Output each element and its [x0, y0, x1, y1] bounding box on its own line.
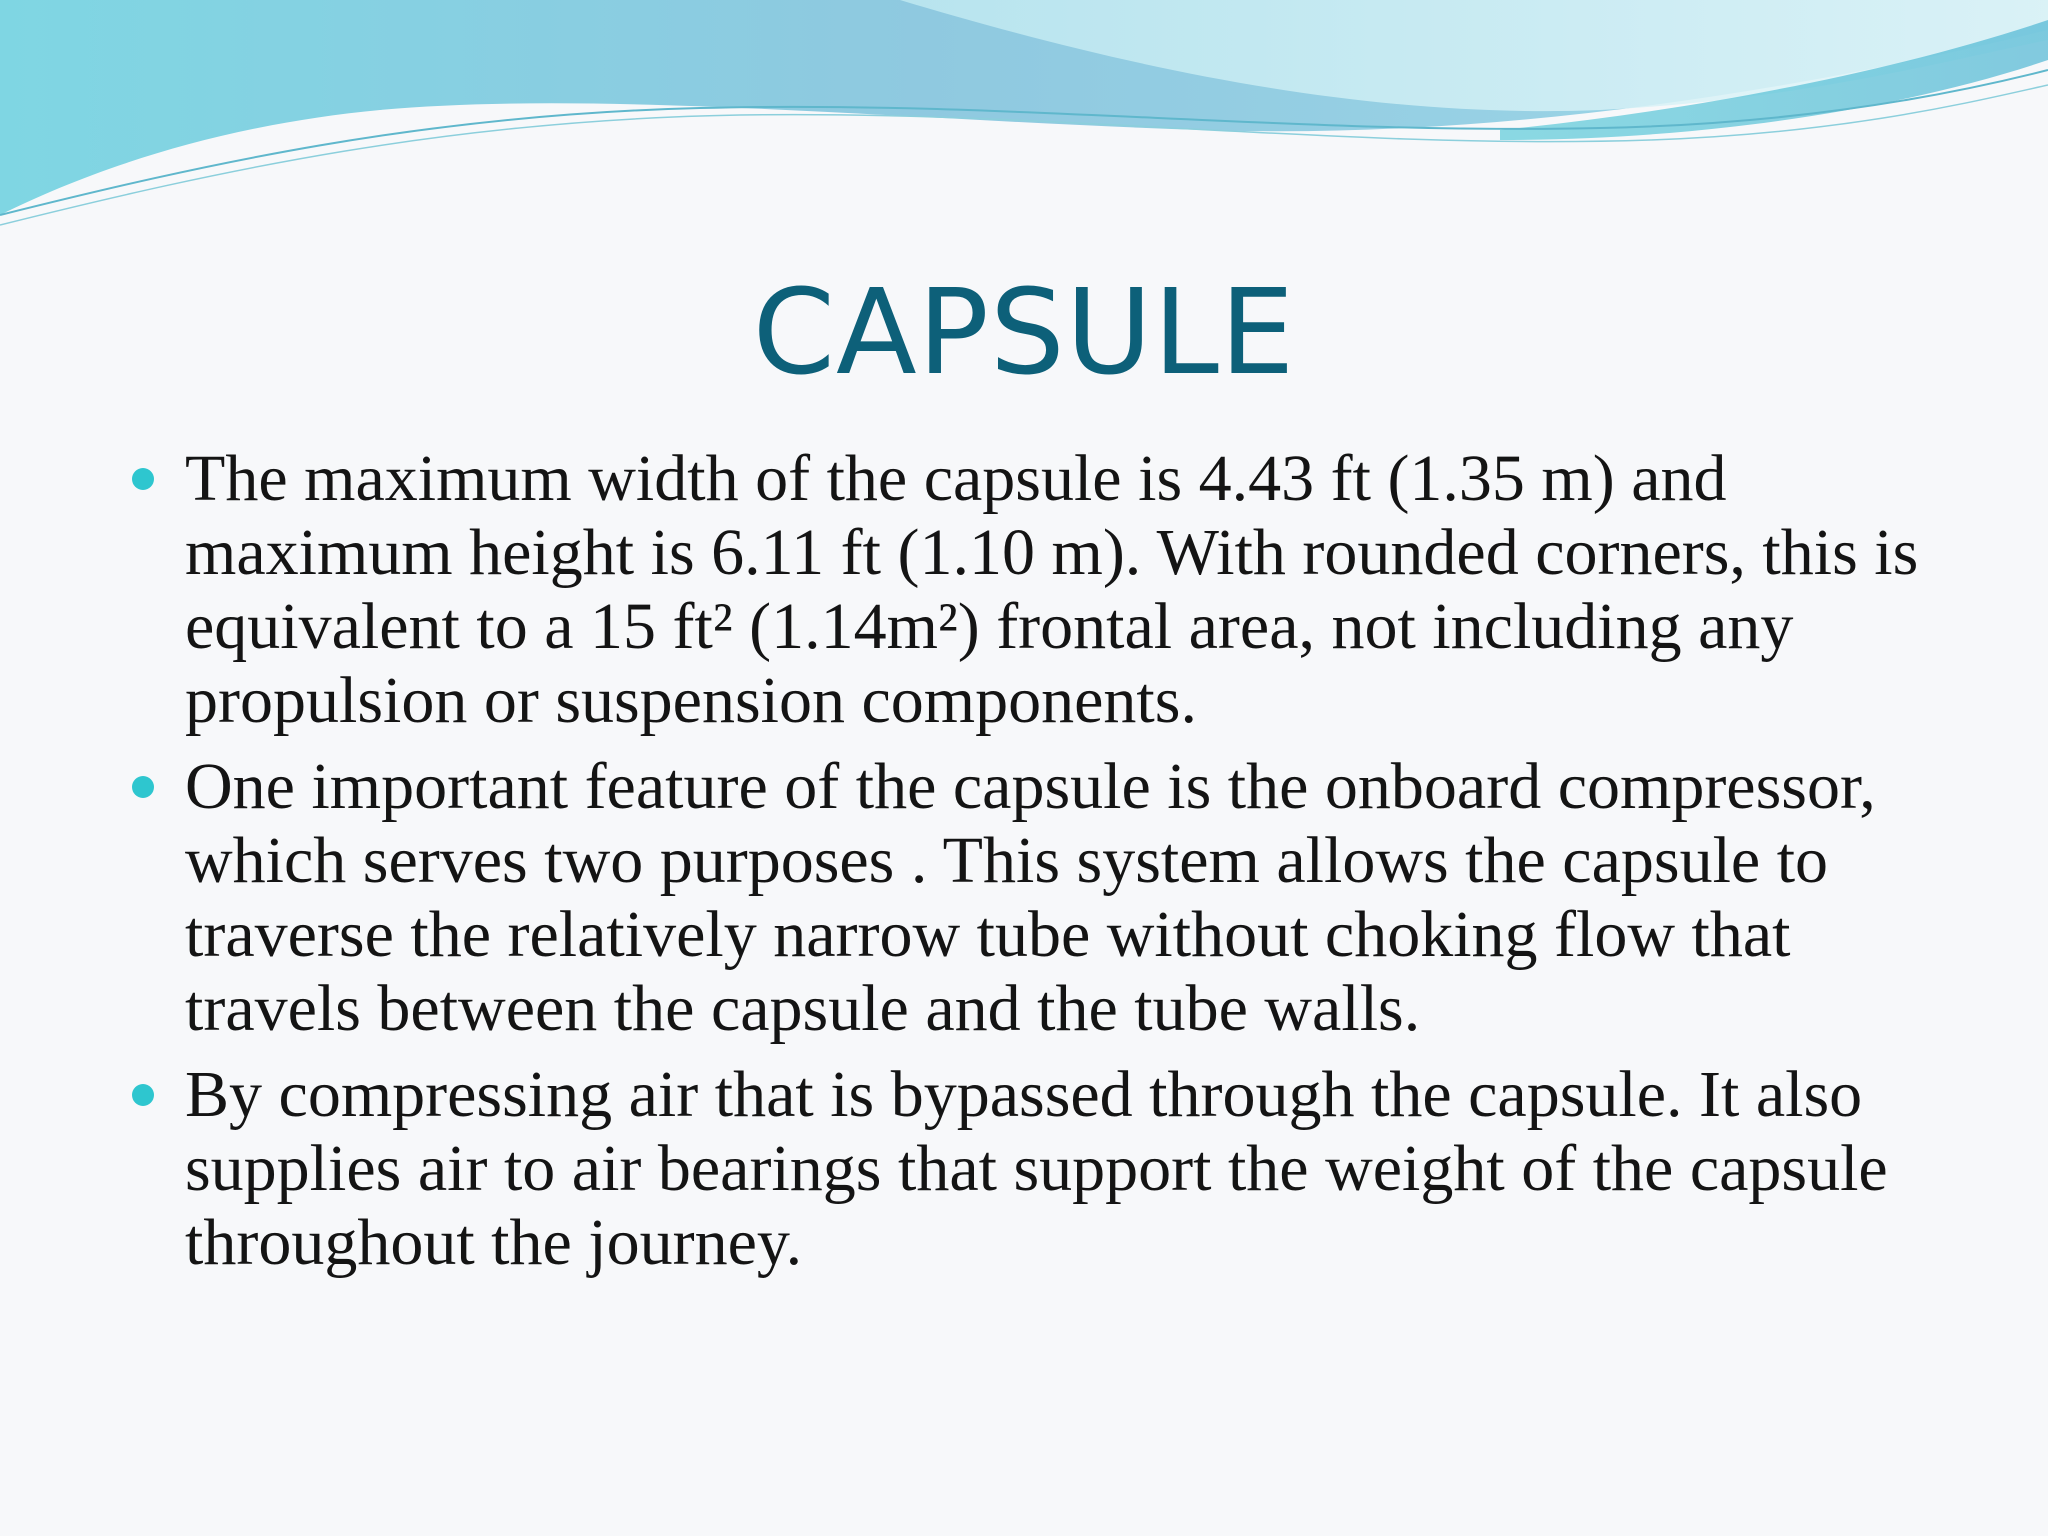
bullet-dot-icon [132, 1084, 154, 1106]
bullet-text: The maximum width of the capsule is 4.43 ft (1.35 m) and maximum height is 6.11 ft (1.10 m). With rounded corners, this is equivalent to a 15 ft² (1.14m²) frontal area, not including any propulsion or suspension components. [185, 442, 1919, 737]
bullet-item [130, 1058, 1950, 1280]
bullet-text: One important feature of the capsule is the onboard compressor, which serves two purposes . This system allows the capsule to traverse the relatively narrow tube without choking flow that travels between the capsule and the tube walls. [185, 750, 1876, 1045]
bullet-dot-icon [132, 468, 154, 490]
bullet-list [130, 442, 1950, 1292]
bullet-item [130, 442, 1950, 738]
bullet-item [130, 750, 1950, 1046]
bullet-dot-icon [132, 776, 154, 798]
slide-title: CAPSULE [752, 263, 1296, 401]
bullet-text: By compressing air that is bypassed through the capsule. It also supplies air to air bearings that support the weight of the capsule throughout the journey. [185, 1058, 1888, 1279]
header-wave-decoration [0, 0, 2048, 240]
